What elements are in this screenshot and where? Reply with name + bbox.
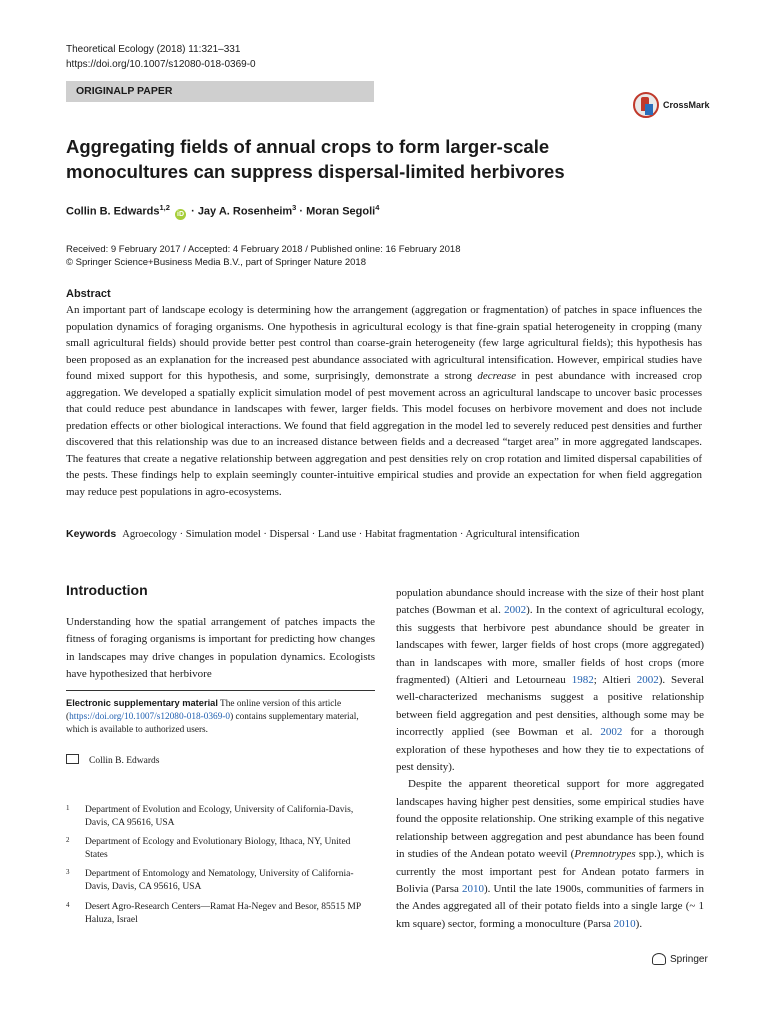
doi-link[interactable]: https://doi.org/10.1007/s12080-018-0369-0 <box>66 59 256 70</box>
affiliation <box>66 868 375 894</box>
text-run: Despite the apparent theoretical support for more aggregated landscapes having higher pest densities, some empirical studies have found the opposite relationship. One striking example of this negative relationship between aggregation and pest abundance has been found in studies of the Andean potato weevil ( <box>396 778 704 861</box>
affiliation-number: 3 <box>66 868 70 876</box>
affiliation <box>66 901 375 927</box>
journal-citation: Theoretical Ecology (2018) 11:321–331 <box>66 44 241 55</box>
paragraph <box>396 776 704 933</box>
abstract-text <box>66 302 702 500</box>
springer-horse-icon <box>652 953 666 965</box>
citation-link[interactable]: 1982 <box>571 674 594 687</box>
corresponding-author <box>66 754 159 766</box>
text-run: ). In the context of agricultural ecology, this suggests that herbivore pest abundance should be greater in landscapes with fewer, larger fields of host crops (more aggregated) than in landscapes with more, smaller fields of host crops (more fragmented) (Altieri and Letourneau <box>396 604 704 687</box>
dates-line: Received: 9 February 2017 / Accepted: 4 February 2018 / Published online: 16 February 2018 <box>66 244 461 255</box>
author-affiliation-ref: 3 <box>292 203 297 212</box>
introduction-right-column <box>396 585 704 933</box>
affiliation-text: Department of Evolution and Ecology, University of California-Davis, Davis, CA 95616, USA <box>85 805 354 828</box>
publisher-logo <box>652 953 708 965</box>
crossmark-icon <box>633 92 659 118</box>
copyright-line: © Springer Science+Business Media B.V., part of Springer Nature 2018 <box>66 257 366 268</box>
citation-link[interactable]: 2002 <box>636 674 659 687</box>
author-separator: · <box>299 205 304 218</box>
author-name[interactable]: Jay A. Rosenheim <box>197 205 293 218</box>
affiliation-number: 2 <box>66 836 70 844</box>
paper-type-label: ORIGINALP PAPER <box>66 81 374 102</box>
crossmark-label: CrossMark <box>663 100 710 110</box>
citation-link[interactable]: 2002 <box>600 726 623 739</box>
citation-link[interactable]: 2002 <box>504 604 527 617</box>
text-run: ). Until the late 1900s, communities of farmers in the Andes aggregated all of their potato fields into a single large (~ 1 km square) sector, forming a monoculture (Parsa <box>396 882 704 930</box>
abstract-emphasis: decrease <box>477 370 517 382</box>
paragraph <box>396 585 704 776</box>
publisher-name: Springer <box>670 953 708 965</box>
affiliation-number: 1 <box>66 804 70 812</box>
journal-header <box>66 42 256 72</box>
abstract-heading: Abstract <box>66 288 111 300</box>
text-run: for a thorough exploration of these hypotheses and how they tie to expectations of pest density). <box>396 726 704 774</box>
author-affiliation-ref: 1,2 <box>159 203 170 212</box>
citation-link[interactable]: 2010 <box>613 917 636 930</box>
footnote-divider <box>66 690 375 691</box>
citation-link[interactable]: 2010 <box>462 882 484 895</box>
envelope-icon[interactable] <box>66 754 79 764</box>
crossmark-badge[interactable] <box>633 92 710 118</box>
corresponding-author-name: Collin B. Edwards <box>89 756 160 766</box>
keywords <box>66 528 579 540</box>
keywords-label: Keywords <box>66 528 117 540</box>
introduction-heading: Introduction <box>66 582 148 598</box>
abstract-part: An important part of landscape ecology is determining how the arrangement (aggregation or fragmentation) of patches in space influences the population dynamics of foraging organisms. One hypothesis in agricultural ecology is that fine-grain spatial heterogeneity in cropping (many small agricultural fields) should provide better pest control than coarse-grain heterogeneity (few large agricultural fields); this hypothesis has been proposed as an explanation for the increased pest abundance associated with agricultural intensification. However, empirical studies have found mixed support for this hypothesis, and some, surprisingly, demonstrate a strong <box>66 304 702 382</box>
keywords-list: Agroecology · Simulation model · Dispersal · Land use · Habitat fragmentation · Agricultural intensification <box>122 529 580 540</box>
text-run: ). Several well-characterized mechanisms suggest a positive relationship between field aggregation and pest densities, although some may be incorrectly applied (see Bowman et al. <box>396 674 705 739</box>
article-title: Aggregating fields of annual crops to form larger-scale monocultures can suppress dispersal-limited herbivores <box>66 136 565 182</box>
esm-label: Electronic supplementary material <box>66 698 218 708</box>
affiliation-text: Department of Ecology and Evolutionary Biology, Ithaca, NY, United States <box>85 837 351 860</box>
introduction-left-text: Understanding how the spatial arrangement of patches impacts the fitness of foraging organisms is important for predicting how changes in landscapes may drive changes in population dynamics. Ecologists have hypothesized that herbivore <box>66 616 375 681</box>
publication-dates <box>66 243 461 269</box>
author-affiliation-ref: 4 <box>375 203 380 212</box>
author-list <box>66 203 379 220</box>
affiliation-text: Desert Agro-Research Centers—Ramat Ha-Negev and Besor, 85515 MP Haluza, Israel <box>85 902 361 925</box>
author-name[interactable]: Moran Segoli <box>306 205 376 218</box>
affiliation-text: Department of Entomology and Nematology, University of California-Davis, Davis, CA 95616, USA <box>85 869 354 892</box>
esm-text: The online version of this article ( <box>66 699 342 722</box>
affiliation <box>66 836 375 862</box>
text-run: ; Altieri <box>593 674 637 687</box>
text-run: spp.), which is currently the most important pest for Andean potato farmers in Bolivia (Parsa <box>396 848 705 895</box>
esm-link[interactable]: https://doi.org/10.1007/s12080-018-0369-0 <box>69 712 231 722</box>
affiliation <box>66 804 375 830</box>
orcid-icon[interactable]: iD <box>177 210 185 218</box>
species-name: Premnotrypes <box>574 848 636 861</box>
text-run: ). <box>635 917 643 930</box>
affiliation-number: 4 <box>66 901 70 909</box>
esm-text: ) contains supplementary material, which is available to authorized users. <box>66 712 359 735</box>
supplementary-material-note <box>66 697 375 737</box>
author-name[interactable]: Collin B. Edwards <box>66 205 160 218</box>
abstract-part: in pest abundance with increased crop aggregation. We developed a spatially explicit simulation model of pest movement across an agricultural landscape to uncover basic processes that could reduce pest abundance in landscapes with fewer, larger fields. This model focuses on herbivore movement and does not include predation effects or other biological interactions. We found that field aggregation in the model led to severely reduced pest densities and further discovered that this relationship was due to an increased distance between fields and a decreased “target area” in more aggregated landscapes. The features that create a negative relationship between aggregation and pest densities rely on crop rotation and limited dispersal capabilities of the pests. These findings help to explain seemingly counter-intuitive empirical studies and provide an expectation for when field aggregation may reduce pest populations in agro-ecosystems. <box>66 370 702 498</box>
text-run: population abundance should increase with the size of their host plant patches (Bowman et al. <box>396 587 704 617</box>
author-separator: · <box>191 205 195 218</box>
